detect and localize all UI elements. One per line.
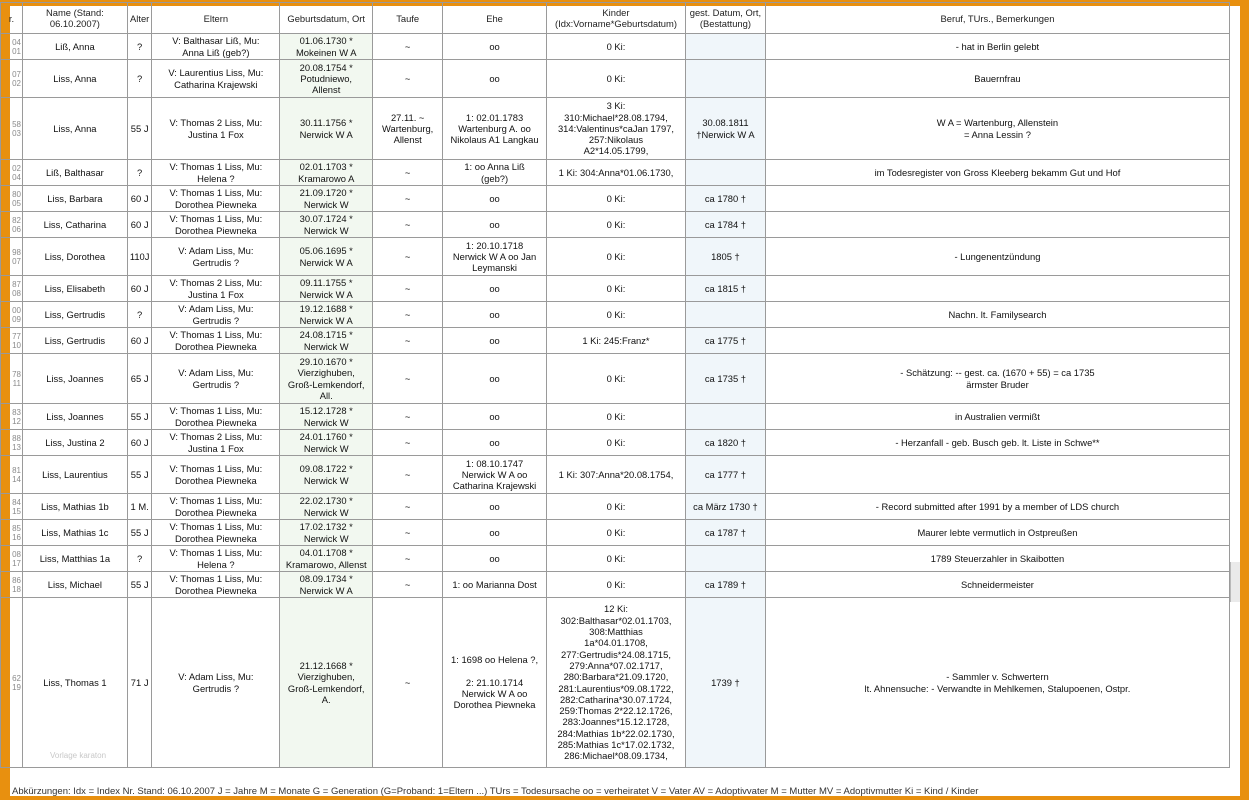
header-eltern[interactable]: Eltern xyxy=(152,3,280,34)
cell-beruf[interactable] xyxy=(765,328,1229,354)
cell-eltern[interactable]: V: Thomas 2 Liss, Mu: Justina 1 Fox xyxy=(152,430,280,456)
header-ehe[interactable]: Ehe xyxy=(443,3,547,34)
cell-name[interactable]: Liss, Catharina xyxy=(22,212,127,238)
cell-taufe[interactable]: ~ xyxy=(373,302,443,328)
cell-nr[interactable]: 88 13 xyxy=(1,430,23,456)
cell-ehe[interactable]: oo xyxy=(443,302,547,328)
cell-name[interactable]: Liss, Mathias 1b xyxy=(22,494,127,520)
cell-kinder[interactable]: 1 Ki: 304:Anna*01.06.1730, xyxy=(547,160,686,186)
cell-geburt[interactable]: 24.08.1715 * Nerwick W xyxy=(280,328,373,354)
cell-nr[interactable]: 83 12 xyxy=(1,404,23,430)
cell-eltern[interactable]: V: Thomas 2 Liss, Mu: Justina 1 Fox xyxy=(152,98,280,160)
cell-tod[interactable] xyxy=(685,160,765,186)
cell-beruf[interactable]: - Sammler v. Schwertern lt. Ahnensuche: - Verwandte in Mehlkemen, Stalupoenen, Ostpr. xyxy=(765,598,1229,768)
header-geburt[interactable]: Geburtsdatum, Ort xyxy=(280,3,373,34)
cell-tod[interactable]: ca 1784 † xyxy=(685,212,765,238)
cell-name[interactable]: Liss, Laurentius xyxy=(22,456,127,494)
cell-taufe[interactable]: ~ xyxy=(373,186,443,212)
cell-beruf[interactable] xyxy=(765,212,1229,238)
cell-alter[interactable]: 55 J xyxy=(127,572,152,598)
cell-beruf[interactable]: - Schätzung: -- gest. ca. (1670 + 55) = ca 1735 ärmster Bruder xyxy=(765,354,1229,404)
cell-ehe[interactable]: oo xyxy=(443,404,547,430)
cell-name[interactable]: Liß, Balthasar xyxy=(22,160,127,186)
cell-ehe[interactable]: oo xyxy=(443,186,547,212)
table-row xyxy=(1,34,1230,60)
cell-kinder[interactable]: 1 Ki: 307:Anna*20.08.1754, xyxy=(547,456,686,494)
cell-alter[interactable]: ? xyxy=(127,302,152,328)
cell-kinder[interactable]: 0 Ki: xyxy=(547,354,686,404)
cell-geburt[interactable]: 09.08.1722 * Nerwick W xyxy=(280,456,373,494)
header-kinder[interactable]: Kinder (Idx:Vorname*Geburtsdatum) xyxy=(547,3,686,34)
table-row xyxy=(1,494,1230,520)
cell-tod[interactable]: 30.08.1811 †Nerwick W A xyxy=(685,98,765,160)
table-row xyxy=(1,520,1230,546)
cell-kinder[interactable]: 3 Ki: 310:Michael*28.08.1794, 314:Valentinus*caJan 1797, 257:Nikolaus A2*14.05.1799, xyxy=(547,98,686,160)
cell-kinder[interactable]: 0 Ki: xyxy=(547,34,686,60)
cell-alter[interactable]: 1 M. xyxy=(127,494,152,520)
cell-nr[interactable]: 81 14 xyxy=(1,456,23,494)
cell-nr[interactable]: 08 17 xyxy=(1,546,23,572)
cell-ehe[interactable]: 1: 1698 oo Helena ?, 2: 21.10.1714 Nerwick W A oo Dorothea Piewneka xyxy=(443,598,547,768)
cell-tod[interactable]: ca 1789 † xyxy=(685,572,765,598)
cell-ehe[interactable]: oo xyxy=(443,328,547,354)
cell-nr[interactable]: 82 06 xyxy=(1,212,23,238)
cell-name[interactable]: Liss, Michael xyxy=(22,572,127,598)
cell-geburt[interactable]: 30.11.1756 * Nerwick W A xyxy=(280,98,373,160)
cell-beruf[interactable]: - hat in Berlin gelebt xyxy=(765,34,1229,60)
table-row xyxy=(1,212,1230,238)
cell-geburt[interactable]: 22.02.1730 * Nerwick W xyxy=(280,494,373,520)
cell-tod[interactable] xyxy=(685,34,765,60)
cell-eltern[interactable]: V: Thomas 1 Liss, Mu: Dorothea Piewneka xyxy=(152,494,280,520)
table-row xyxy=(1,186,1230,212)
table-row xyxy=(1,98,1230,160)
cell-tod[interactable]: ca 1787 † xyxy=(685,520,765,546)
cell-eltern[interactable]: V: Thomas 1 Liss, Mu: Dorothea Piewneka xyxy=(152,520,280,546)
cell-taufe[interactable]: ~ xyxy=(373,520,443,546)
cell-eltern[interactable]: V: Adam Liss, Mu: Gertrudis ? xyxy=(152,354,280,404)
cell-beruf[interactable]: - Record submitted after 1991 by a member of LDS church xyxy=(765,494,1229,520)
table-row xyxy=(1,160,1230,186)
table-row xyxy=(1,354,1230,404)
cell-alter[interactable]: 71 J xyxy=(127,598,152,768)
cell-kinder[interactable]: 0 Ki: xyxy=(547,494,686,520)
cell-name[interactable]: Liss, Matthias 1a xyxy=(22,546,127,572)
cell-taufe[interactable]: 27.11. ~ Wartenburg, Allenst xyxy=(373,98,443,160)
table-body xyxy=(1,34,1230,768)
cell-taufe[interactable]: ~ xyxy=(373,160,443,186)
cell-nr[interactable]: 62 19 xyxy=(1,598,23,768)
cell-nr[interactable]: 00 09 xyxy=(1,302,23,328)
header-name[interactable]: Name (Stand: 06.10.2007) xyxy=(22,3,127,34)
cell-tod[interactable]: ca 1815 † xyxy=(685,276,765,302)
cell-ehe[interactable]: oo xyxy=(443,520,547,546)
cell-tod[interactable] xyxy=(685,60,765,98)
cell-ehe[interactable]: 1: oo Anna Liß (geb?) xyxy=(443,160,547,186)
cell-geburt[interactable]: 02.01.1703 * Kramarowo A xyxy=(280,160,373,186)
cell-kinder[interactable]: 1 Ki: 245:Franz* xyxy=(547,328,686,354)
cell-taufe[interactable]: ~ xyxy=(373,238,443,276)
cell-geburt[interactable]: 30.07.1724 * Nerwick W xyxy=(280,212,373,238)
cell-taufe[interactable]: ~ xyxy=(373,34,443,60)
footer-legend xyxy=(10,776,1240,796)
cell-eltern[interactable]: V: Adam Liss, Mu: Gertrudis ? xyxy=(152,598,280,768)
cell-name[interactable]: Liss, Justina 2 xyxy=(22,430,127,456)
table-row xyxy=(1,430,1230,456)
cell-geburt[interactable]: 15.12.1728 * Nerwick W xyxy=(280,404,373,430)
cell-taufe[interactable]: ~ xyxy=(373,60,443,98)
cell-ehe[interactable]: 1: oo Marianna Dost xyxy=(443,572,547,598)
table-row xyxy=(1,328,1230,354)
cell-nr[interactable]: 87 08 xyxy=(1,276,23,302)
cell-tod[interactable] xyxy=(685,546,765,572)
cell-taufe[interactable]: ~ xyxy=(373,546,443,572)
cell-alter[interactable]: 55 J xyxy=(127,404,152,430)
genealogy-table xyxy=(0,2,1230,768)
cell-eltern[interactable]: V: Thomas 1 Liss, Mu: Dorothea Piewneka xyxy=(152,404,280,430)
cell-eltern[interactable]: V: Adam Liss, Mu: Gertrudis ? xyxy=(152,302,280,328)
cell-nr[interactable]: 77 10 xyxy=(1,328,23,354)
cell-ehe[interactable]: oo xyxy=(443,494,547,520)
cell-geburt[interactable]: 21.09.1720 * Nerwick W xyxy=(280,186,373,212)
cell-beruf[interactable] xyxy=(765,276,1229,302)
cell-ehe[interactable]: oo xyxy=(443,34,547,60)
cell-name[interactable]: Liss, Gertrudis xyxy=(22,328,127,354)
cell-alter[interactable]: 60 J xyxy=(127,212,152,238)
watermark-text: Vorlage karaton xyxy=(50,751,107,760)
cell-geburt[interactable]: 05.06.1695 * Nerwick W A xyxy=(280,238,373,276)
cell-name[interactable]: Liss, Thomas 1 xyxy=(22,598,127,768)
cell-geburt[interactable]: 01.06.1730 * Mokeinen W A xyxy=(280,34,373,60)
cell-name[interactable]: Liss, Joannes xyxy=(22,404,127,430)
cell-name[interactable]: Liss, Gertrudis xyxy=(22,302,127,328)
cell-kinder[interactable]: 0 Ki: xyxy=(547,572,686,598)
table-row xyxy=(1,456,1230,494)
cell-taufe[interactable]: ~ xyxy=(373,572,443,598)
cell-nr[interactable]: 04 01 xyxy=(1,34,23,60)
cell-taufe[interactable]: ~ xyxy=(373,598,443,768)
cell-taufe[interactable]: ~ xyxy=(373,456,443,494)
header-alter[interactable]: Alter xyxy=(127,3,152,34)
cell-tod[interactable]: ca 1820 † xyxy=(685,430,765,456)
cell-beruf[interactable]: 1789 Steuerzahler in Skaibotten xyxy=(765,546,1229,572)
cell-nr[interactable]: 80 05 xyxy=(1,186,23,212)
cell-nr[interactable]: 84 15 xyxy=(1,494,23,520)
header-taufe[interactable]: Taufe xyxy=(373,3,443,34)
cell-eltern[interactable]: V: Thomas 1 Liss, Mu: Dorothea Piewneka xyxy=(152,186,280,212)
cell-ehe[interactable]: oo xyxy=(443,430,547,456)
cell-alter[interactable]: 60 J xyxy=(127,186,152,212)
cell-beruf[interactable]: Maurer lebte vermutlich in Ostpreußen xyxy=(765,520,1229,546)
cell-kinder[interactable]: 12 Ki: 302:Balthasar*02.01.1703, 308:Matthias 1a*04.01.1708, 277:Gertrudis*24.08.1715, 279:Anna*07.02.1717, 280:Barbara*21.09.1720, 281:Laurentius*09.08.1722, 282:Catharina*30.07.1724, 259:Thomas 2*22.12.1726, 283:Joannes*15.12.1728, 284:Mathias 1b*22.02.1730, 285:Mathias 1c*17.02.1732, 286:Michael*08.09.1734, xyxy=(547,598,686,768)
table-row xyxy=(1,572,1230,598)
cell-tod[interactable]: 1739 † xyxy=(685,598,765,768)
cell-alter[interactable]: ? xyxy=(127,546,152,572)
cell-nr[interactable]: 85 16 xyxy=(1,520,23,546)
cell-nr[interactable]: 86 18 xyxy=(1,572,23,598)
cell-kinder[interactable]: 0 Ki: xyxy=(547,212,686,238)
footer-text: Abkürzungen: Idx = Index Nr. Stand: 06.10.2007 J = Jahre M = Monate G = Generation (G=Proband: 1=Eltern ...) TUrs = Todesursache oo = verheiratet V = Vater AV = Adoptivvater M = Mutter MV = Adoptivmutter Ki = Kind / Kinder xyxy=(12,786,979,797)
cell-eltern[interactable]: V: Thomas 1 Liss, Mu: Helena ? xyxy=(152,160,280,186)
cell-beruf[interactable] xyxy=(765,186,1229,212)
cell-kinder[interactable]: 0 Ki: xyxy=(547,404,686,430)
cell-geburt[interactable]: 21.12.1668 * Vierzighuben, Groß-Lemkendorf, A. xyxy=(280,598,373,768)
cell-eltern[interactable]: V: Thomas 1 Liss, Mu: Dorothea Piewneka xyxy=(152,328,280,354)
cell-eltern[interactable]: V: Thomas 1 Liss, Mu: Dorothea Piewneka xyxy=(152,456,280,494)
cell-beruf[interactable]: in Australien vermißt xyxy=(765,404,1229,430)
cell-ehe[interactable]: 1: 20.10.1718 Nerwick W A oo Jan Leymanski xyxy=(443,238,547,276)
cell-tod[interactable]: 1805 † xyxy=(685,238,765,276)
cell-taufe[interactable]: ~ xyxy=(373,404,443,430)
cell-beruf[interactable]: Schneidermeister xyxy=(765,572,1229,598)
cell-kinder[interactable]: 0 Ki: xyxy=(547,546,686,572)
cell-alter[interactable]: 60 J xyxy=(127,328,152,354)
cell-geburt[interactable]: 19.12.1688 * Nerwick W A xyxy=(280,302,373,328)
cell-beruf[interactable]: W A = Wartenburg, Allenstein = Anna Lessin ? xyxy=(765,98,1229,160)
cell-taufe[interactable]: ~ xyxy=(373,354,443,404)
vertical-scrollbar[interactable] xyxy=(1230,562,1240,602)
header-tod[interactable]: gest. Datum, Ort, (Bestattung) xyxy=(685,3,765,34)
cell-alter[interactable]: 60 J xyxy=(127,276,152,302)
cell-alter[interactable]: 60 J xyxy=(127,430,152,456)
cell-nr[interactable]: 98 07 xyxy=(1,238,23,276)
table-row xyxy=(1,546,1230,572)
cell-ehe[interactable]: 1: 02.01.1783 Wartenburg A. oo Nikolaus A1 Langkau xyxy=(443,98,547,160)
cell-tod[interactable] xyxy=(685,302,765,328)
header-beruf[interactable]: Beruf, TUrs., Bemerkungen xyxy=(765,3,1229,34)
cell-kinder[interactable]: 0 Ki: xyxy=(547,186,686,212)
cell-taufe[interactable]: ~ xyxy=(373,494,443,520)
cell-beruf[interactable]: im Todesregister von Gross Kleeberg bekamm Gut und Hof xyxy=(765,160,1229,186)
cell-alter[interactable]: 55 J xyxy=(127,98,152,160)
cell-taufe[interactable]: ~ xyxy=(373,430,443,456)
cell-ehe[interactable]: oo xyxy=(443,354,547,404)
cell-kinder[interactable]: 0 Ki: xyxy=(547,238,686,276)
cell-eltern[interactable]: V: Thomas 2 Liss, Mu: Justina 1 Fox xyxy=(152,276,280,302)
cell-geburt[interactable]: 08.09.1734 * Nerwick W A xyxy=(280,572,373,598)
table-row xyxy=(1,238,1230,276)
header-nr[interactable]: r. xyxy=(1,3,23,34)
cell-beruf[interactable]: - Lungenentzündung xyxy=(765,238,1229,276)
table-row xyxy=(1,598,1230,768)
cell-beruf[interactable]: Bauernfrau xyxy=(765,60,1229,98)
cell-name[interactable]: Liss, Barbara xyxy=(22,186,127,212)
cell-name[interactable]: Liss, Mathias 1c xyxy=(22,520,127,546)
cell-tod[interactable]: ca 1735 † xyxy=(685,354,765,404)
cell-tod[interactable]: ca 1775 † xyxy=(685,328,765,354)
table-row xyxy=(1,60,1230,98)
cell-geburt[interactable]: 17.02.1732 * Nerwick W xyxy=(280,520,373,546)
cell-name[interactable]: Liss, Anna xyxy=(22,98,127,160)
cell-alter[interactable]: ? xyxy=(127,34,152,60)
cell-alter[interactable]: 110J xyxy=(127,238,152,276)
cell-kinder[interactable]: 0 Ki: xyxy=(547,430,686,456)
cell-eltern[interactable]: V: Thomas 1 Liss, Mu: Dorothea Piewneka xyxy=(152,212,280,238)
cell-name[interactable]: Liss, Joannes xyxy=(22,354,127,404)
cell-taufe[interactable]: ~ xyxy=(373,276,443,302)
cell-geburt[interactable]: 29.10.1670 * Vierzighuben, Groß-Lemkendorf, All. xyxy=(280,354,373,404)
cell-taufe[interactable]: ~ xyxy=(373,212,443,238)
cell-kinder[interactable]: 0 Ki: xyxy=(547,276,686,302)
cell-ehe[interactable]: oo xyxy=(443,212,547,238)
cell-eltern[interactable]: V: Laurentius Liss, Mu: Catharina Krajewski xyxy=(152,60,280,98)
table-row xyxy=(1,302,1230,328)
cell-nr[interactable]: 02 04 xyxy=(1,160,23,186)
cell-alter[interactable]: ? xyxy=(127,160,152,186)
cell-tod[interactable]: ca 1777 † xyxy=(685,456,765,494)
cell-alter[interactable]: 65 J xyxy=(127,354,152,404)
cell-ehe[interactable]: 1: 08.10.1747 Nerwick W A oo Catharina Krajewski xyxy=(443,456,547,494)
cell-geburt[interactable]: 20.08.1754 * Potudniewo, Allenst xyxy=(280,60,373,98)
cell-nr[interactable]: 78 11 xyxy=(1,354,23,404)
cell-taufe[interactable]: ~ xyxy=(373,328,443,354)
cell-alter[interactable]: 55 J xyxy=(127,456,152,494)
cell-eltern[interactable]: V: Thomas 1 Liss, Mu: Dorothea Piewneka xyxy=(152,572,280,598)
cell-ehe[interactable]: oo xyxy=(443,60,547,98)
cell-nr[interactable]: 58 03 xyxy=(1,98,23,160)
cell-tod[interactable]: ca März 1730 † xyxy=(685,494,765,520)
table-row xyxy=(1,404,1230,430)
cell-geburt[interactable]: 04.01.1708 * Kramarowo, Allenst xyxy=(280,546,373,572)
cell-beruf[interactable]: - Herzanfall - geb. Busch geb. lt. Liste in Schwe** xyxy=(765,430,1229,456)
cell-eltern[interactable]: V: Balthasar Liß, Mu: Anna Liß (geb?) xyxy=(152,34,280,60)
cell-name[interactable]: Liss, Dorothea xyxy=(22,238,127,276)
header-row xyxy=(1,3,1230,34)
cell-nr[interactable]: 07 02 xyxy=(1,60,23,98)
cell-geburt[interactable]: 24.01.1760 * Nerwick W xyxy=(280,430,373,456)
spreadsheet-view xyxy=(10,6,1240,796)
cell-eltern[interactable]: V: Adam Liss, Mu: Gertrudis ? xyxy=(152,238,280,276)
cell-ehe[interactable]: oo xyxy=(443,276,547,302)
cell-alter[interactable]: ? xyxy=(127,60,152,98)
cell-alter[interactable]: 55 J xyxy=(127,520,152,546)
cell-kinder[interactable]: 0 Ki: xyxy=(547,60,686,98)
cell-geburt[interactable]: 09.11.1755 * Nerwick W A xyxy=(280,276,373,302)
cell-beruf[interactable] xyxy=(765,456,1229,494)
table-row xyxy=(1,276,1230,302)
cell-eltern[interactable]: V: Thomas 1 Liss, Mu: Helena ? xyxy=(152,546,280,572)
cell-tod[interactable]: ca 1780 † xyxy=(685,186,765,212)
cell-name[interactable]: Liß, Anna xyxy=(22,34,127,60)
cell-beruf[interactable]: Nachn. lt. Familysearch xyxy=(765,302,1229,328)
cell-tod[interactable] xyxy=(685,404,765,430)
cell-kinder[interactable]: 0 Ki: xyxy=(547,302,686,328)
cell-name[interactable]: Liss, Anna xyxy=(22,60,127,98)
cell-kinder[interactable]: 0 Ki: xyxy=(547,520,686,546)
cell-name[interactable]: Liss, Elisabeth xyxy=(22,276,127,302)
cell-ehe[interactable]: oo xyxy=(443,546,547,572)
